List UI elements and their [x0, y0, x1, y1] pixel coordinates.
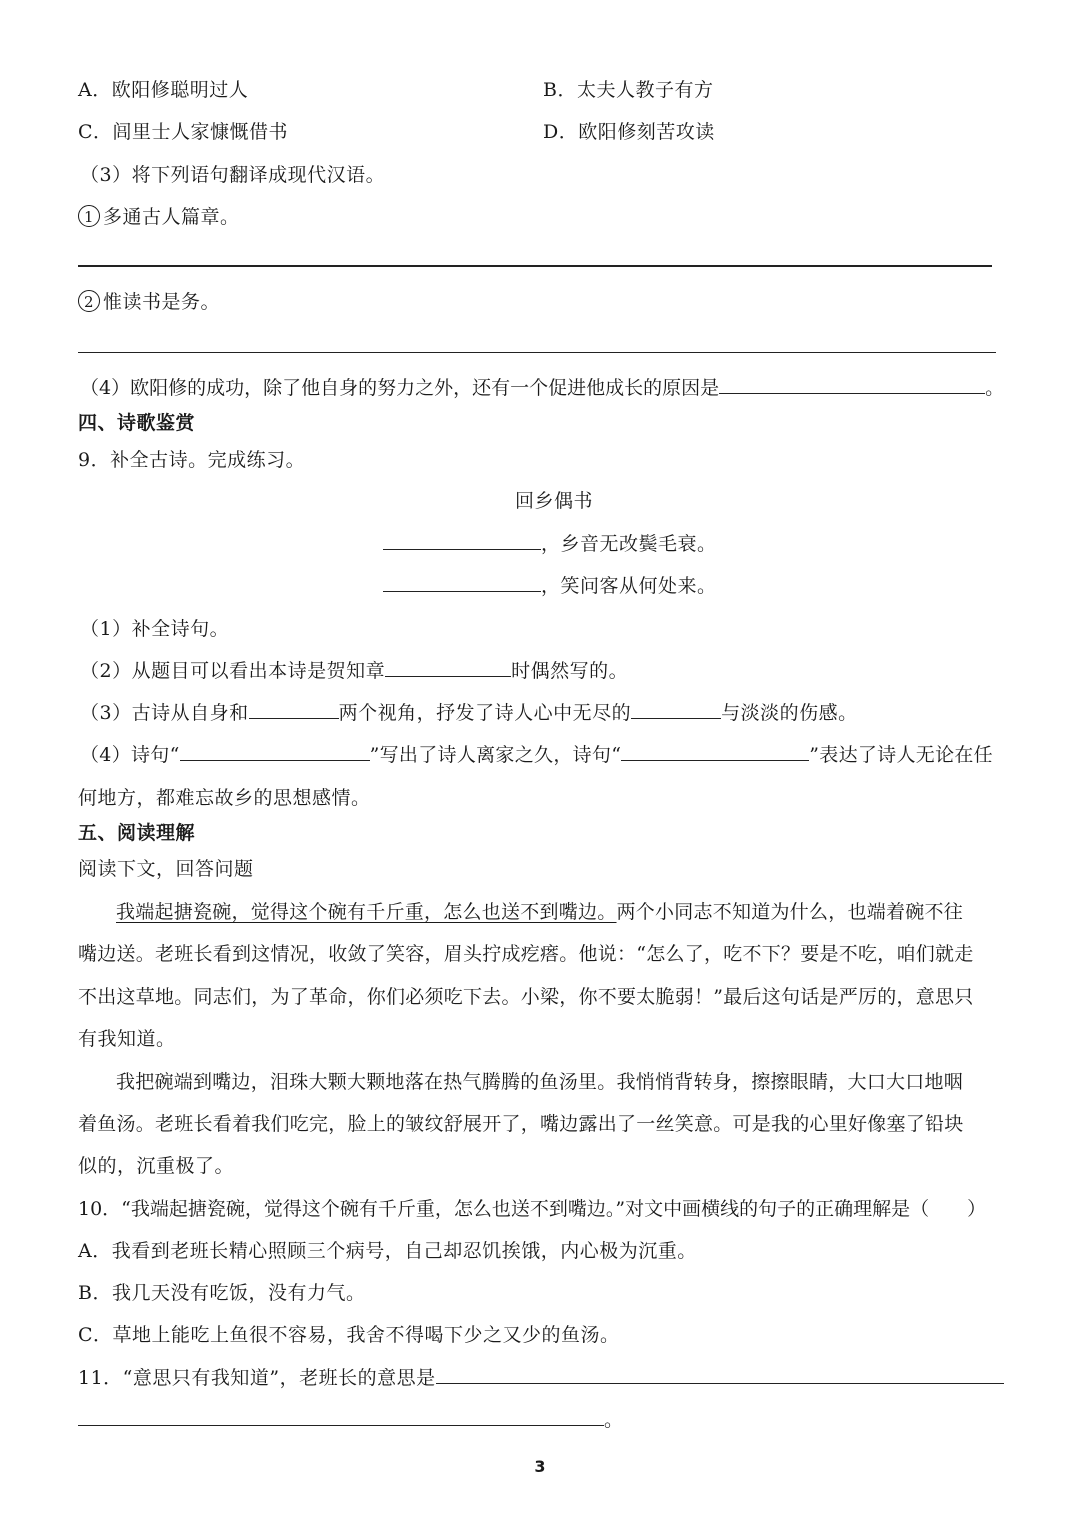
passage-para1-line1: [116, 899, 963, 925]
poem-line-2-blank[interactable]: [383, 573, 541, 592]
q9-part3: [80, 700, 858, 726]
section-heading-poetry: 四、诗歌鉴赏: [78, 412, 196, 434]
q11-prompt: [78, 1365, 1004, 1391]
q10-option-c: C．草地上能吃上鱼很不容易，我舍不得喝下少之又少的鱼汤。: [78, 1324, 620, 1346]
q9-part2: [80, 658, 628, 684]
poem-line-2-text: ，笑问客从何处来。: [541, 575, 717, 597]
q10-option-a: A．我看到老班长精心照顾三个病号，自己却忍饥挨饿，内心极为沉重。: [78, 1240, 697, 1262]
q9-part4-text-a: （4）诗句“: [80, 744, 180, 766]
q8-option-b: B．太夫人教子有方: [543, 79, 714, 101]
q9-part2-text-a: （2）从题目可以看出本诗是贺知章: [80, 660, 386, 682]
q8-part4-end: 。: [985, 377, 1005, 399]
q8-part4: [80, 375, 1004, 401]
q10-prompt: 10．“我端起搪瓷碗，觉得这个碗有千斤重，怎么也送不到嘴边。”对文中画横线的句子的正确理解是（ ）: [78, 1198, 987, 1220]
q9-part3-text-c: 与淡淡的伤感。: [721, 702, 858, 724]
poem-line-1-blank[interactable]: [383, 531, 541, 550]
q11-blank-2[interactable]: [78, 1407, 604, 1426]
circled-number-1: 1: [78, 205, 100, 227]
q8-item1: [78, 204, 240, 230]
q8-option-c: C．闾里士人家慷慨借书: [78, 121, 289, 143]
q9-part4-text-c: ”表达了诗人无论在任: [809, 744, 993, 766]
q10-option-b: B．我几天没有吃饭，没有力气。: [78, 1282, 366, 1304]
section-heading-reading: 五、阅读理解: [78, 822, 196, 844]
q11-text: 11．“意思只有我知道”，老班长的意思是: [78, 1367, 436, 1389]
poem-line-1: [383, 531, 717, 557]
poem-line-2: [383, 573, 717, 599]
q9-part4-blank-1[interactable]: [180, 742, 370, 761]
q8-item2-text: 惟读书是务。: [103, 291, 221, 313]
q9-part2-blank[interactable]: [385, 658, 511, 677]
q8-part3: （3）将下列语句翻译成现代汉语。: [80, 164, 386, 186]
passage-para1-line4: 有我知道。: [78, 1028, 176, 1050]
q8-option-a: A．欧阳修聪明过人: [78, 79, 249, 101]
poem-title: 回乡偶书: [515, 490, 594, 512]
q9-part2-text-b: 时偶然写的。: [511, 660, 629, 682]
q9-part4-text-b: ”写出了诗人离家之久，诗句“: [369, 744, 622, 766]
q8-part4-blank[interactable]: [719, 375, 985, 394]
circled-number-2: 2: [78, 290, 100, 312]
passage-para1-line2: 嘴边送。老班长看到这情况，收敛了笑容，眉头拧成疙瘩。他说：“怎么了，吃不下？要是不吃，咱们就走: [78, 943, 974, 965]
answer-line-1[interactable]: [78, 265, 992, 267]
passage-para2-line1: 我把碗端到嘴边，泪珠大颗大颗地落在热气腾腾的鱼汤里。我悄悄背转身，擦擦眼睛，大口大口地咽: [116, 1071, 964, 1093]
q8-part4-text: （4）欧阳修的成功，除了他自身的努力之外，还有一个促进他成长的原因是: [80, 377, 720, 399]
q8-item2: [78, 289, 220, 315]
passage-para1-line3: 不出这草地。同志们，为了革命，你们必须吃下去。小梁，你不要太脆弱！”最后这句话是严厉的，意思只: [78, 986, 974, 1008]
q11-continued: [78, 1407, 624, 1433]
q9-part3-blank-2[interactable]: [631, 700, 721, 719]
q9-part3-blank-1[interactable]: [249, 700, 339, 719]
passage-para1-line1-rest: 两个小同志不知道为什么，也端着碗不往: [616, 901, 964, 923]
q9-part4: [80, 742, 993, 768]
q9-part4-continued: 何地方，都难忘故乡的思想感情。: [78, 787, 371, 809]
q11-blank-1[interactable]: [436, 1365, 1004, 1384]
q9-part3-text-b: 两个视角，抒发了诗人心中无尽的: [338, 702, 632, 724]
q9-part1: （1）补全诗句。: [80, 618, 230, 640]
q9-prompt: 9．补全古诗。完成练习。: [78, 449, 306, 471]
underlined-sentence: 我端起搪瓷碗，觉得这个碗有千斤重，怎么也送不到嘴边。: [116, 901, 617, 923]
q9-part3-text-a: （3）古诗从自身和: [80, 702, 249, 724]
reading-intro: 阅读下文，回答问题: [78, 858, 254, 880]
page-number: 3: [534, 1457, 546, 1476]
passage-para2-line2: 着鱼汤。老班长看着我们吃完，脸上的皱纹舒展开了，嘴边露出了一丝笑意。可是我的心里好像塞了铅块: [78, 1113, 964, 1135]
q8-option-d: D．欧阳修刻苦攻读: [543, 121, 715, 143]
answer-line-2[interactable]: [78, 352, 996, 353]
q8-item1-text: 多通古人篇章。: [103, 206, 240, 228]
q11-end: 。: [604, 1409, 624, 1431]
q9-part4-blank-2[interactable]: [621, 742, 809, 761]
passage-para2-line3: 似的，沉重极了。: [78, 1155, 235, 1177]
poem-line-1-text: ，乡音无改鬓毛衰。: [541, 533, 717, 555]
